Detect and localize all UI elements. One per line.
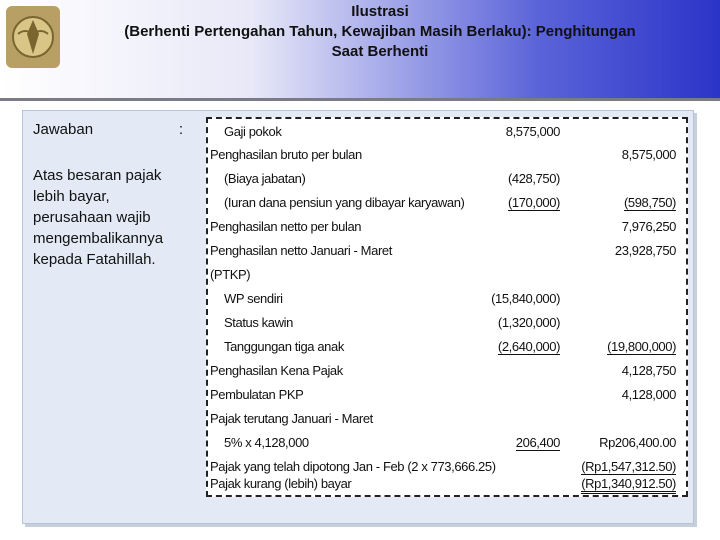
title-line-2: (Berhenti Pertengahan Tahun, Kewajiban Masih Berlaku): Penghitungan xyxy=(124,23,636,40)
answer-line-3: perusahaan wajib xyxy=(33,209,151,226)
table-row: Penghasilan bruto per bulan 8,575,000 xyxy=(210,147,676,162)
table-row: Tanggungan tiga anak (2,640,000) (19,800,000) xyxy=(224,339,676,354)
content-panel xyxy=(22,110,694,524)
calculation-table xyxy=(206,117,688,497)
table-row: Gaji pokok 8,575,000 xyxy=(224,124,560,139)
slide-title xyxy=(40,2,720,62)
table-row: Pajak terutang Januari - Maret xyxy=(210,411,373,426)
header-divider xyxy=(0,98,720,101)
table-row: WP sendiri (15,840,000) xyxy=(224,291,560,306)
answer-line-2: lebih bayar, xyxy=(33,188,110,205)
table-row: Penghasilan netto Januari - Maret 23,928,750 xyxy=(210,243,676,258)
answer-text xyxy=(33,119,213,270)
table-row: (Iuran dana pensiun yang dibayar karyawan) (170,000) (598,750) xyxy=(224,195,676,210)
table-row: Pajak kurang (lebih) bayar (Rp1,340,912.50) xyxy=(208,473,686,497)
answer-line-1: Atas besaran pajak xyxy=(33,167,162,184)
jawaban-row xyxy=(33,119,183,140)
answer-line-4: mengembalikannya xyxy=(33,230,164,247)
answer-line-5: kepada Fatahillah. xyxy=(33,251,156,268)
table-row: Pembulatan PKP 4,128,000 xyxy=(210,387,676,402)
title-line-3: Saat Berhenti xyxy=(331,43,429,60)
jawaban-colon: : xyxy=(178,121,183,138)
table-row: Penghasilan netto per bulan 7,976,250 xyxy=(210,219,676,234)
table-row: Status kawin (1,320,000) xyxy=(224,315,560,330)
title-line-1: Ilustrasi xyxy=(351,3,409,20)
table-row: Pajak yang telah dipotong Jan - Feb (2 x 773,666.25) (Rp1,547,312.50) xyxy=(210,459,676,474)
table-row: Penghasilan Kena Pajak 4,128,750 xyxy=(210,363,676,378)
table-row: (Biaya jabatan) (428,750) xyxy=(224,171,560,186)
table-row: (PTKP) xyxy=(210,267,251,282)
table-row: 5% x 4,128,000 206,400 Rp206,400.00 xyxy=(224,435,676,450)
jawaban-label: Jawaban xyxy=(33,121,94,138)
